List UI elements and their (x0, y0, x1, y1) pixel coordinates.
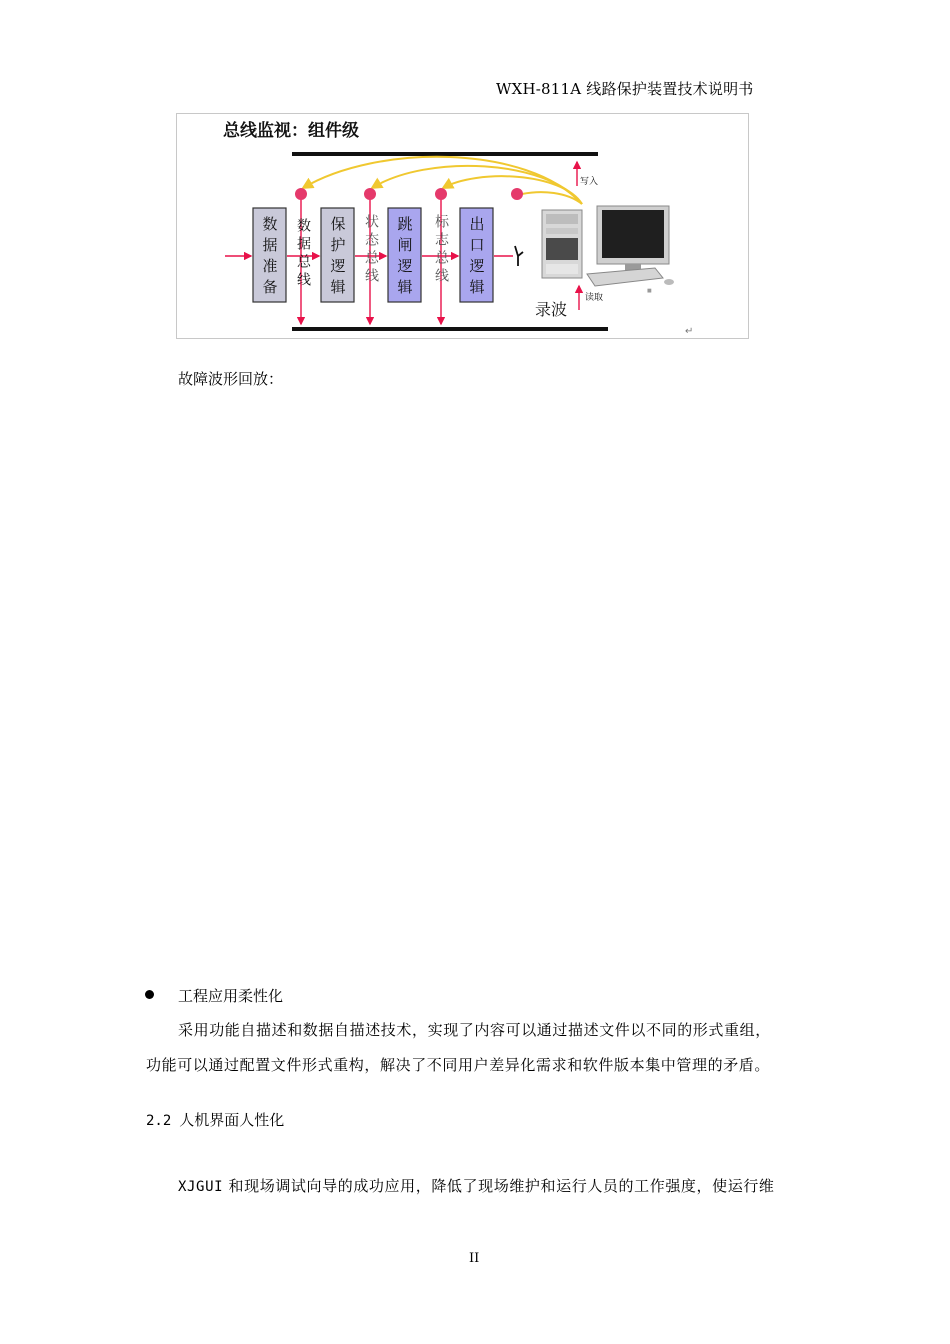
block-trip-logic-label: 跳闸逻辑 (395, 216, 414, 300)
paragraph-mark: ↵ (685, 326, 694, 337)
monitor-node-flag (435, 188, 447, 200)
xjgui-term: XJGUI (178, 1179, 224, 1195)
output-switch (515, 246, 523, 266)
read-out-label: 读取 (585, 293, 604, 303)
block-protection-logic (321, 208, 354, 302)
state-bus-label: 状态总线 (363, 214, 379, 286)
page-number: II (469, 1251, 480, 1266)
computer-icon (542, 206, 674, 294)
brand-mark: ■ (647, 288, 652, 294)
top-bus-bar (292, 152, 598, 156)
section-heading (146, 1109, 284, 1130)
block-output-logic (460, 208, 493, 302)
figure-title: 总线监视：组件级 (223, 121, 359, 141)
bottom-bus-bar (292, 327, 608, 331)
record-label: 录波 (535, 300, 568, 319)
monitor-node-state (364, 188, 376, 200)
block-data-prep (253, 208, 286, 302)
paragraph-rest: 和现场调试向导的成功应用，降低了现场维护和运行人员的工作强度，使运行维 (223, 1177, 775, 1195)
bullet-dot (145, 990, 154, 999)
figure-caption: 故障波形回放： (178, 370, 284, 388)
document-header: WXH-811A 线路保护装置技术说明书 (496, 80, 754, 98)
flag-bus-label: 标志总线 (433, 214, 449, 286)
paragraph-line (178, 1175, 775, 1196)
monitor-curve-2 (372, 166, 582, 204)
data-bus-label: 数据总线 (295, 218, 311, 290)
paragraph-line: 功能可以通过配置文件形式重构，解决了不同用户差异化需求和软件版本集中管理的矛盾。 (146, 1056, 771, 1074)
block-protection-logic-label: 保护逻辑 (328, 216, 347, 300)
block-data-prep-label: 数据准备 (260, 216, 279, 300)
block-trip-logic (388, 208, 421, 302)
monitor-node-output (511, 188, 523, 200)
block-output-logic-label: 出口逻辑 (467, 216, 486, 300)
bullet-heading: 工程应用柔性化 (178, 987, 284, 1005)
section-number: 2.2 (146, 1113, 172, 1129)
bus-monitor-figure (176, 113, 749, 339)
write-in-label: 写入 (580, 177, 599, 187)
section-title: 人机界面人性化 (179, 1111, 285, 1129)
monitor-node-data (295, 188, 307, 200)
paragraph-line: 采用功能自描述和数据自描述技术，实现了内容可以通过描述文件以不同的形式重组， (178, 1021, 771, 1039)
